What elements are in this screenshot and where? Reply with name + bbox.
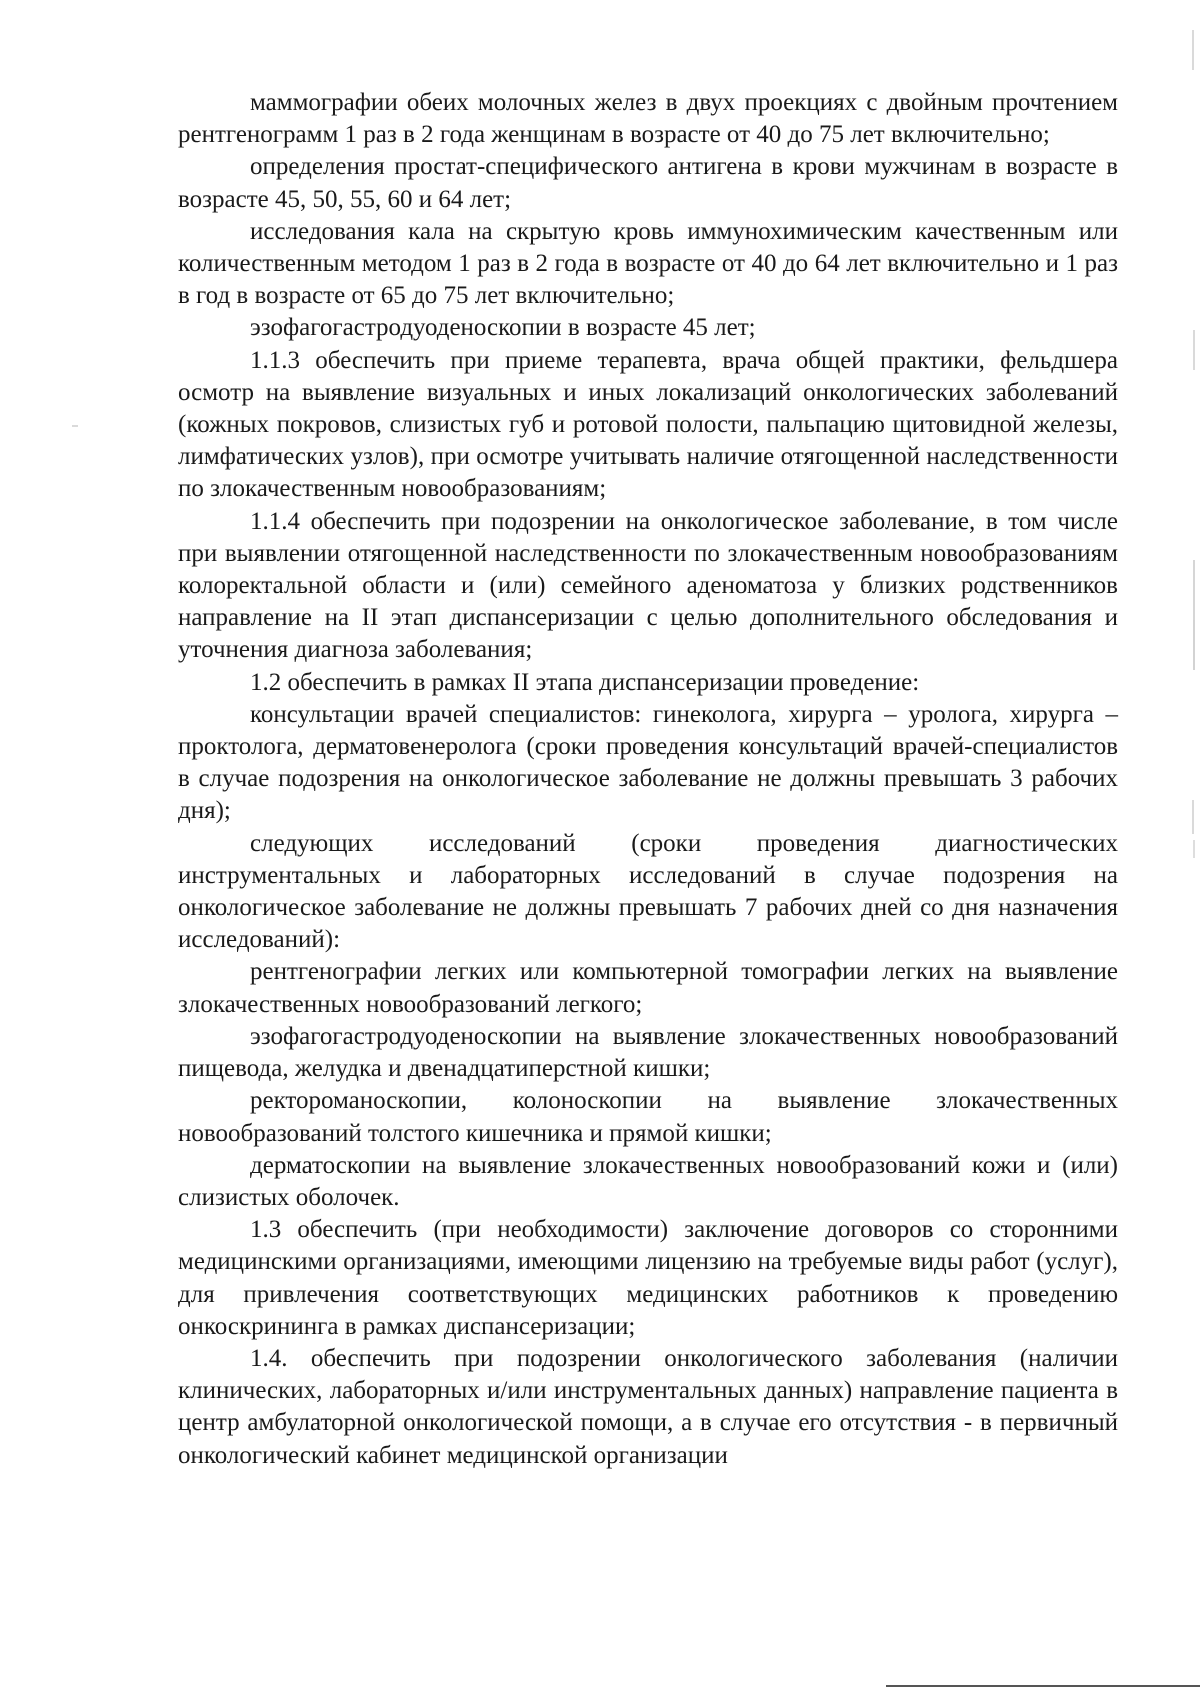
paragraph-egd-age-45: эзофагогастродуоденоскопии в возрасте 45 лет; (250, 314, 756, 342)
paragraph-specialist-consultations: консультации врачей специалистов: гинеколога, хирурга – уролога, хирурга – проктолога, дерматовенеролога (сроки проведения консультаций врачей-специалистов в случае подозрения на онкологическое заболевание не должны превышать 3 рабочих дня); (178, 700, 1118, 825)
paragraph-1-3: 1.3 обеспечить (при необходимости) заключение договоров со сторонними медицинскими организациями, имеющими лицензию на требуемые виды работ (услуг), для привлечения соответствующих медицинских работников к проведению онкоскрининга в рамках диспансеризации; (178, 1216, 1118, 1340)
scan-artifact-mark (1193, 840, 1195, 858)
scan-artifact-mark (1192, 30, 1194, 70)
paragraph-fecal-occult-blood: исследования кала на скрытую кровь иммунохимическим качественным или количественным методом 1 раз в 2 года в возрасте от 40 до 64 лет включительно и 1 раз в год в возрасте от 65 до 75 лет включительно; (178, 217, 1118, 310)
paragraph-1-4: 1.4. обеспечить при подозрении онкологического заболевания (наличии клинических, лабораторных и/или инструментальных данных) направление пациента в центр амбулаторной онкологической помощи, а в случае его отсутствия - в первичный онкологический кабинет медицинской организации (178, 1344, 1118, 1469)
bottom-edge-rule (886, 1685, 1200, 1687)
paragraph-1-1-3: 1.1.3 обеспечить при приеме терапевта, врача общей практики, фельдшера осмотр на выявление визуальных и иных локализаций онкологических заболеваний (кожных покровов, слизистых губ и ротовой полости, пальпацию щитовидной железы, лимфатических узлов), при осмотре учитывать наличие отягощенной наследственности по злокачественным новообразованиям; (178, 346, 1118, 503)
scan-artifact-mark (72, 425, 78, 427)
scan-artifact-mark (1193, 620, 1195, 670)
document-body (178, 87, 1118, 1472)
paragraph-lung-radiography: рентгенографии легких или компьютерной томографии легких на выявление злокачественных новообразований легкого; (178, 958, 1118, 1018)
scan-artifact-mark (1193, 330, 1195, 370)
paragraph-colonoscopy: ректороманоскопии, колоноскопии на выявление злокачественных новообразований толстого кишечника и прямой кишки; (178, 1087, 1118, 1147)
scan-artifact-mark (1193, 560, 1195, 620)
paragraph-mammography: маммографии обеих молочных желез в двух проекциях с двойным прочтением рентгенограмм 1 раз в 2 года женщинам в возрасте от 40 до 75 лет включительно; (178, 89, 1118, 149)
paragraph-1-2: 1.2 обеспечить в рамках II этапа диспансеризации проведение: (250, 668, 920, 696)
paragraph-1-1-4: 1.1.4 обеспечить при подозрении на онкологическое заболевание, в том числе при выявлении отягощенной наследственности по злокачественным новообразованиям колоректальной области и (или) семейного аденоматоза у близких родственников направление на II этап диспансеризации с целью дополнительного обследования и уточнения диагноза заболевания; (178, 507, 1118, 664)
paragraph-psa-test: определения простат-специфического антигена в крови мужчинам в возрасте в возрасте 45, 50, 55, 60 и 64 лет; (178, 153, 1118, 213)
paragraph-dermatoscopy: дерматоскопии на выявление злокачественных новообразований кожи и (или) слизистых оболочек. (178, 1151, 1118, 1211)
paragraph-following-studies: следующих исследований (сроки проведения диагностических инструментальных и лабораторных исследований в случае подозрения на онкологическое заболевание не должны превышать 7 рабочих дней со дня назначения исследований): (178, 829, 1118, 954)
scan-artifact-mark (1192, 800, 1194, 834)
paragraph-egd-screening: эзофагогастродуоденоскопии на выявление злокачественных новообразований пищевода, желудка и двенадцатиперстной кишки; (178, 1022, 1118, 1083)
